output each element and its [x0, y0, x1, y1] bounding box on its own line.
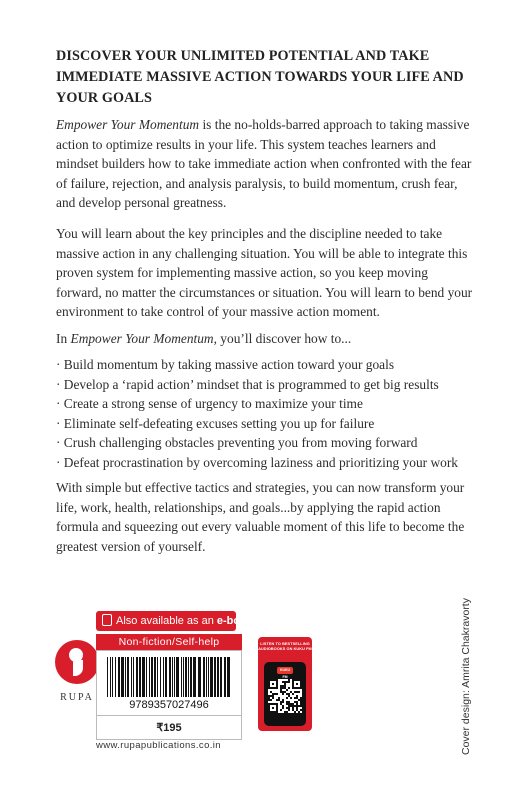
qr-module: [280, 687, 282, 689]
qr-module: [300, 681, 302, 683]
qr-module: [296, 701, 298, 703]
qr-module: [290, 705, 292, 707]
barcode-bar: [125, 657, 126, 697]
qr-module: [296, 707, 298, 709]
barcode-bar: [115, 657, 116, 697]
qr-module: [286, 681, 288, 683]
barcode-bar: [172, 657, 173, 697]
qr-module: [294, 705, 296, 707]
qr-module: [272, 693, 274, 695]
qr-module: [288, 695, 290, 697]
qr-module: [284, 681, 286, 683]
qr-module: [290, 691, 292, 693]
qr-module: [286, 703, 288, 705]
cover-design-credit: Cover design: Amrita Chakravorty: [460, 598, 472, 755]
qr-module: [296, 697, 298, 699]
qr-module: [280, 703, 282, 705]
barcode-bar: [121, 657, 124, 697]
qr-module: [284, 711, 286, 713]
qr-module: [280, 685, 282, 687]
qr-module: [280, 709, 282, 711]
audiobook-promo: [258, 637, 312, 731]
isbn-number: 9789357027496: [129, 699, 209, 711]
qr-module: [288, 703, 290, 705]
qr-module: [282, 699, 284, 701]
publisher-logo-text: RUPA: [60, 692, 94, 703]
qr-module: [272, 695, 274, 697]
qr-module: [296, 709, 298, 711]
benefit-list: [56, 355, 486, 473]
barcode-bar: [214, 657, 216, 697]
qr-module: [268, 679, 270, 681]
barcode-bar: [110, 657, 111, 697]
learning-paragraph: You will learn about the key principles and the discipline needed to take massive action in any challenging situation. You will be able to integrate this proven system for implementing massive action, so you keep moving forward, no matter the circumstances or situation. You will learn to bend your environment to take control of your massive action moment.: [56, 226, 473, 320]
qr-module: [268, 685, 270, 687]
barcode-bar: [118, 657, 120, 697]
barcode-bar: [133, 657, 134, 697]
barcode-bar: [210, 657, 213, 697]
barcode-bar: [154, 657, 156, 697]
phone-frame: [264, 662, 306, 726]
barcode-bar: [193, 657, 196, 697]
qr-module: [298, 699, 300, 701]
qr-module: [300, 685, 302, 687]
qr-module: [270, 699, 272, 701]
qr-module: [282, 685, 284, 687]
qr-module: [292, 685, 294, 687]
qr-module: [300, 705, 302, 707]
barcode-bar: [206, 657, 207, 697]
qr-module: [300, 683, 302, 685]
qr-module: [286, 689, 288, 691]
qr-module: [298, 679, 300, 681]
qr-module: [296, 695, 298, 697]
qr-module: [298, 705, 300, 707]
barcode-bar: [112, 657, 113, 697]
qr-module: [268, 697, 270, 699]
qr-module: [300, 703, 302, 705]
qr-module: [274, 687, 276, 689]
qr-module: [284, 685, 286, 687]
ebook-icon: [102, 614, 112, 626]
qr-module: [282, 701, 284, 703]
qr-module: [292, 703, 294, 705]
barcode-bar: [190, 657, 192, 697]
qr-module: [276, 679, 278, 681]
barcode-bar: [203, 657, 205, 697]
price: ₹195: [97, 715, 241, 740]
qr-module: [274, 679, 276, 681]
qr-module: [292, 681, 294, 683]
qr-module: [284, 691, 286, 693]
list-item: · Crush challenging obstacles preventing you from moving forward: [56, 435, 418, 451]
ebook-prefix: Also available as an: [116, 615, 217, 627]
qr-module: [292, 705, 294, 707]
qr-module: [272, 707, 274, 709]
qr-module: [276, 693, 278, 695]
qr-module: [288, 693, 290, 695]
qr-module: [268, 695, 270, 697]
qr-module: [288, 687, 290, 689]
qr-module: [272, 697, 274, 699]
rupa-logo-icon: [55, 640, 99, 684]
barcode-bar: [208, 657, 209, 697]
qr-module: [272, 703, 274, 705]
list-item: · Eliminate self-defeating excuses setting you up for failure: [56, 415, 375, 431]
qr-module: [282, 687, 284, 689]
qr-module: [270, 691, 272, 693]
barcode-bar: [107, 657, 108, 697]
qr-module: [268, 687, 270, 689]
qr-module: [268, 699, 270, 701]
qr-module: [286, 701, 288, 703]
qr-module: [300, 709, 302, 711]
qr-module: [286, 707, 288, 709]
qr-module: [294, 701, 296, 703]
barcode-icon: [105, 657, 233, 697]
cover-headline: DISCOVER YOUR UNLIMITED POTENTIAL AND TAKE IMMEDIATE MASSIVE ACTION TOWARDS YOUR LIFE AND YOUR GOALS: [56, 48, 464, 106]
qr-module: [294, 711, 296, 713]
barcode-bar: [220, 657, 222, 697]
qr-module: [268, 705, 270, 707]
qr-module: [276, 703, 278, 705]
qr-module: [272, 679, 274, 681]
barcode-bar: [188, 657, 189, 697]
qr-module: [276, 711, 278, 713]
qr-module: [300, 697, 302, 699]
qr-module: [268, 681, 270, 683]
qr-module: [300, 701, 302, 703]
qr-module: [282, 691, 284, 693]
intro-text: is the no-holds-barred approach to taking massive action to optimize results in your life. This system teaches learners and mindset builders how to take immediate action when confronted with the fear of failure, rejection, and analysis paralysis, to build momentum, crush fear, and develop personal greatness.: [56, 117, 472, 211]
qr-module: [294, 697, 296, 699]
barcode-bar: [227, 657, 230, 697]
barcode-bar: [139, 657, 141, 697]
barcode-bar: [185, 657, 187, 697]
barcode-bar: [131, 657, 132, 697]
discover-lead-in: [56, 329, 476, 349]
qr-module: [292, 679, 294, 681]
barcode-bar: [217, 657, 219, 697]
qr-module: [300, 687, 302, 689]
qr-module: [274, 703, 276, 705]
book-title: Empower Your Momentum: [70, 331, 214, 346]
list-item: · Build momentum by taking massive action toward your goals: [56, 357, 395, 372]
qr-module: [268, 711, 270, 713]
qr-module: [288, 707, 290, 709]
qr-module: [286, 693, 288, 695]
qr-module: [300, 679, 302, 681]
barcode-bar: [176, 657, 179, 697]
qr-module: [284, 687, 286, 689]
barcode-bar: [183, 657, 184, 697]
qr-module: [278, 697, 280, 699]
qr-module: [282, 707, 284, 709]
barcode-bar: [198, 657, 201, 697]
qr-module: [276, 707, 278, 709]
qr-module: [298, 691, 300, 693]
barcode-bar: [160, 657, 161, 697]
barcode-bar: [149, 657, 150, 697]
publisher-website: www.rupapublications.co.in: [96, 740, 221, 751]
qr-module: [284, 683, 286, 685]
book-title: Empower Your Momentum: [56, 117, 200, 132]
lead-prefix: In: [56, 331, 71, 346]
qr-module: [288, 705, 290, 707]
qr-module: [278, 699, 280, 701]
barcode-bar: [136, 657, 138, 697]
qr-module: [288, 679, 290, 681]
qr-module: [272, 687, 274, 689]
qr-module: [286, 697, 288, 699]
audiobook-headline: LISTEN TO BESTSELLING AUDIOBOOKS ON KUKU FM: [258, 642, 312, 651]
qr-module: [282, 681, 284, 683]
barcode-bar: [181, 657, 182, 697]
qr-module: [288, 701, 290, 703]
barcode-bar: [146, 657, 147, 697]
qr-module: [280, 701, 282, 703]
qr-module: [282, 705, 284, 707]
qr-module: [296, 705, 298, 707]
qr-module: [276, 687, 278, 689]
publisher-logo: [52, 640, 102, 703]
list-item: · Develop a ‘rapid action’ mindset that is programmed to get big results: [56, 376, 439, 392]
qr-module: [296, 703, 298, 705]
qr-module: [296, 691, 298, 693]
qr-module: [292, 709, 294, 711]
barcode-bar: [157, 657, 158, 697]
ebook-label: e-book: [216, 615, 253, 627]
qr-module: [276, 683, 278, 685]
qr-module: [292, 687, 294, 689]
qr-module: [292, 707, 294, 709]
qr-module: [276, 699, 278, 701]
qr-module: [292, 683, 294, 685]
qr-module: [276, 705, 278, 707]
barcode-bar: [151, 657, 153, 697]
genre-label: Non-fiction/Self-help: [96, 634, 242, 650]
qr-module: [274, 693, 276, 695]
qr-module: [268, 707, 270, 709]
qr-module: [288, 681, 290, 683]
qr-module: [294, 679, 296, 681]
barcode-bar: [169, 657, 171, 697]
qr-module: [292, 693, 294, 695]
barcode-bar: [163, 657, 164, 697]
barcode-bar: [127, 657, 129, 697]
credit-wrap: [460, 598, 521, 767]
lead-suffix: , you’ll discover how to...: [213, 331, 352, 346]
qr-module: [290, 703, 292, 705]
closing-paragraph: With simple but effective tactics and strategies, you can now transform your life, work, health, relationships, and goals...by applying the rapid action formula and squeezing out every valuable moment of this life to become the greatest version of yourself.: [56, 480, 465, 554]
qr-module: [270, 703, 272, 705]
qr-module: [288, 709, 290, 711]
qr-module: [290, 697, 292, 699]
barcode-box: [96, 650, 242, 740]
qr-module: [274, 711, 276, 713]
list-item: · Defeat procrastination by overcoming laziness and prioritizing your work: [56, 454, 458, 470]
qr-module: [296, 687, 298, 689]
qr-module: [294, 691, 296, 693]
kukufm-logo: KUKU FM: [277, 667, 293, 674]
qr-module: [298, 687, 300, 689]
qr-module: [294, 687, 296, 689]
qr-module: [282, 693, 284, 695]
intro-paragraph: [56, 115, 476, 213]
barcode-bar: [224, 657, 226, 697]
qr-module: [300, 699, 302, 701]
qr-module: [298, 711, 300, 713]
qr-module: [276, 685, 278, 687]
qr-module: [280, 691, 282, 693]
qr-module: [268, 703, 270, 705]
qr-module: [268, 709, 270, 711]
qr-module: [268, 683, 270, 685]
qr-module: [270, 711, 272, 713]
qr-module: [280, 689, 282, 691]
qr-module: [272, 683, 274, 685]
barcode-bar: [174, 657, 175, 697]
ebook-badge: [96, 611, 253, 631]
barcode-bar: [165, 657, 167, 697]
barcode-bar: [142, 657, 145, 697]
qr-module: [296, 683, 298, 685]
qr-module: [270, 679, 272, 681]
qr-code-icon: [268, 679, 302, 713]
qr-module: [270, 695, 272, 697]
qr-module: [272, 711, 274, 713]
qr-module: [270, 687, 272, 689]
qr-module: [276, 681, 278, 683]
list-item: · Create a strong sense of urgency to maximize your time: [56, 396, 363, 412]
qr-module: [296, 679, 298, 681]
qr-module: [286, 711, 288, 713]
qr-module: [276, 709, 278, 711]
